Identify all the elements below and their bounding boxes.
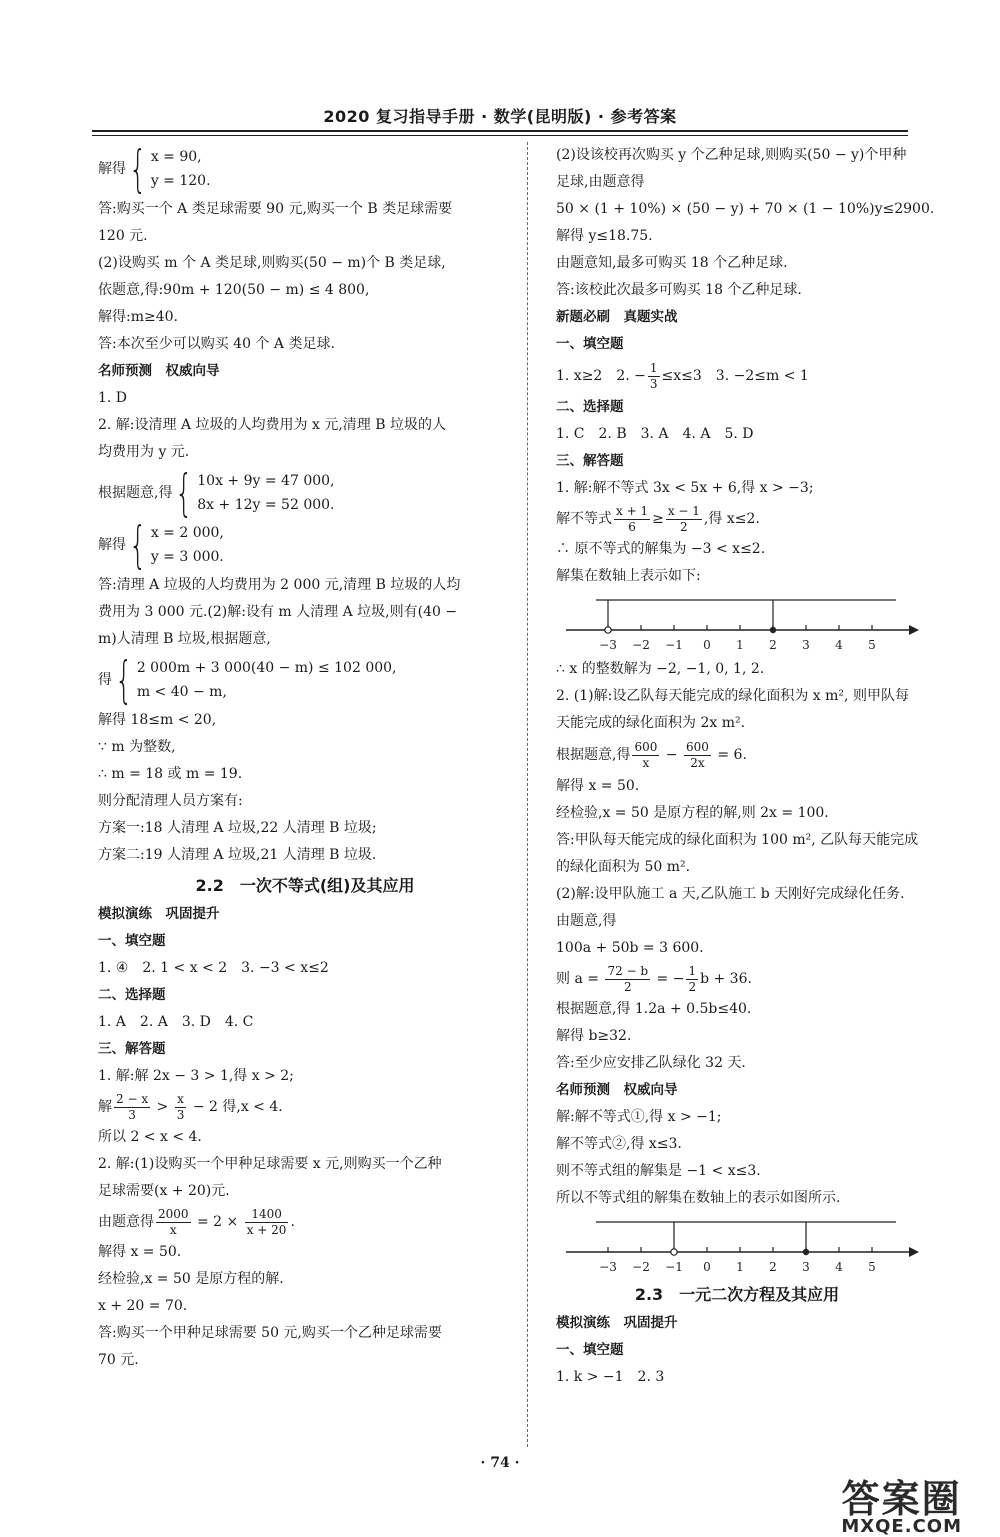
number-line-1-svg [556,590,926,656]
text-line: 1. x≥2 2. − $\frac{1}{3}$ ≤x≤3 3. −2≤m < 1 [556,360,809,391]
equation: y = 120. [150,173,211,189]
tick-label: 3 [802,1260,810,1274]
text-line: 依题意,得:90m + 120(50 − m) ≤ 4 800, [98,282,370,298]
text-line: ∴ 原不等式的解集为 −3 < x≤2. [556,541,766,557]
text-line: 解不等式②,得 x≤3. [556,1136,682,1152]
open-endpoint [605,627,611,633]
text-line: 根据题意,得 [98,484,173,501]
subsection-heading: 一、填空题 [556,336,624,352]
equation: x = 90, [150,149,202,165]
text-line: 解得 y≤18.75. [556,228,653,244]
text-line: 方案一:18 人清理 A 垃圾,22 人清理 B 垃圾; [98,820,377,836]
closed-endpoint [770,627,776,633]
text-line: 2. 解:设清理 A 垃圾的人均费用为 x 元,清理 B 垃圾的人 [98,417,446,433]
tick-label: 4 [835,1260,843,1274]
text-line: x + 20 = 70. [98,1298,188,1314]
fraction: $\frac{600}{2x}$ [686,739,709,770]
text-line: 1. k > −1 2. 3 [556,1369,665,1385]
equation: 10x + 9y = 47 000, [197,473,335,489]
text-line: 费用为 3 000 元.(2)解:设有 m 人清理 A 垃圾,则有(40 − [98,604,458,620]
equation: m < 40 − m, [136,684,227,700]
brace-icon: { [175,464,194,522]
fraction: $\frac{1400}{x + 20}$ [246,1206,287,1237]
text-line: (2)设购买 m 个 A 类足球,则购买(50 − m)个 B 类足球, [98,255,446,271]
text-line: 答:本次至少可以购买 40 个 A 类足球. [98,336,335,352]
equation-system [98,516,512,574]
open-endpoint [671,1249,677,1255]
text-line: 解不等式 $\frac{x + 1}{6}$ ≥ $\frac{x - 1}{2}$ ,得 x≤2. [556,503,760,534]
tick-label: 4 [835,638,843,652]
text-line: 根据题意,得 $\frac{600}{x}$ − $\frac{600}{2x}$ = 6. [556,739,747,770]
text-line: 得 [98,671,112,688]
text-line: 答:至少应安排乙队绿化 32 天. [556,1055,746,1071]
fraction: $\frac{2000}{x}$ [158,1206,189,1237]
subsection-heading: 一、填空题 [556,1342,624,1358]
text-line: 1. 解:解 2x − 3 > 1,得 x > 2; [98,1068,294,1084]
header-rule-thick [92,130,908,132]
text-line: 50 × (1 + 10%) × (50 − y) + 70 × (1 − 10%)y≤2900. [556,201,935,217]
page-number: · 74 · [480,1455,520,1471]
text-line: 则不等式组的解集是 −1 < x≤3. [556,1163,761,1179]
text-line: 120 元. [98,228,148,244]
subsection-heading: 模拟演练 巩固提升 [98,906,220,922]
text-line: 经检验,x = 50 是原方程的解. [98,1271,284,1287]
text-line: ∴ m = 18 或 m = 19. [98,766,243,782]
text-line: (2)解:设甲队施工 a 天,乙队施工 b 天刚好完成绿化任务. [556,886,905,902]
tick-label: −1 [665,638,683,652]
text-line: ∵ m 为整数, [98,739,176,755]
text-line: 足球需要(x + 20)元. [98,1183,230,1199]
text-line: 根据题意,得 1.2a + 0.5b≤40. [556,1001,752,1017]
equation-system [98,464,512,522]
subsection-heading: 新题必刷 真题实战 [556,309,678,325]
tick-label: 3 [802,638,810,652]
text-line: 足球,由题意得 [556,174,645,190]
tick-label: 5 [868,1260,876,1274]
number-line-2-svg [556,1212,926,1278]
text-line: 解得 [98,160,126,177]
text-line: 方案二:19 人清理 A 垃圾,21 人清理 B 垃圾. [98,847,377,863]
subsection-heading: 模拟演练 巩固提升 [556,1315,678,1331]
equation: x = 2 000, [150,525,224,541]
tick-label: 0 [703,1260,711,1274]
subsection-heading: 三、解答题 [98,1041,166,1057]
text-line: 由题意知,最多可购买 18 个乙种足球. [556,255,788,271]
axis-arrow-icon [909,1247,919,1257]
number-line-2 [556,1212,918,1278]
text-line: 1. ④ 2. 1 < x < 2 3. −3 < x≤2 [98,960,329,976]
text-line: 则 a = $\frac{72 - b}{2}$ = − $\frac{1}{2}$ b + 36. [556,963,752,994]
text-line: 由题意得 $\frac{2000}{x}$ = 2 × $\frac{1400}{x + 20}$ . [98,1206,295,1237]
text-line: 解得 [98,536,126,553]
subsection-heading: 二、选择题 [98,987,166,1003]
tick-label: −2 [632,1260,650,1274]
brace-icon: { [129,140,147,198]
header-rule-thin [92,135,908,136]
text-line: ∴ x 的整数解为 −2, −1, 0, 1, 2. [556,661,765,677]
fraction: $\frac{2 - x}{3}$ [116,1091,149,1122]
text-line: 1. A 2. A 3. D 4. C [98,1014,254,1030]
equation-system [98,651,512,709]
column-divider [527,142,528,1447]
text-line: 答:该校此次最多可购买 18 个乙种足球. [556,282,802,298]
text-line: 解得:m≥40. [98,309,178,325]
text-line: 经检验,x = 50 是原方程的解,则 2x = 100. [556,805,829,821]
section-title: 2.2 一次不等式(组)及其应用 [195,876,415,895]
subsection-heading: 二、选择题 [556,399,624,415]
equation: y = 3 000. [150,549,224,565]
fraction: $\frac{1}{3}$ [649,360,658,391]
left-column [98,142,512,1374]
tick-label: −2 [632,638,650,652]
brace-icon: { [129,516,147,574]
text-line: 答:甲队每天能完成的绿化面积为 100 m², 乙队每天能完成 [556,832,919,848]
text-line: 所以 2 < x < 4. [98,1129,202,1145]
section-title: 2.3 一元二次方程及其应用 [634,1285,840,1304]
text-line: 1. 解:解不等式 3x < 5x + 6,得 x > −3; [556,480,814,496]
fraction: $\frac{1}{2}$ [688,963,697,994]
subsection-heading: 三、解答题 [556,453,624,469]
text-line: 解集在数轴上表示如下: [556,568,701,584]
text-line: 答:购买一个 A 类足球需要 90 元,购买一个 B 类足球需要 [98,201,453,217]
fraction: $\frac{x}{3}$ [176,1091,185,1122]
watermark-logo: 答案圈 MXQE.COM [841,1477,962,1537]
text-line: m)人清理 B 垃圾,根据题意, [98,631,271,647]
number-line-1 [556,590,918,656]
subsection-heading: 名师预测 权威向导 [98,363,220,379]
subsection-heading: 名师预测 权威向导 [556,1082,678,1098]
text-line: 解 $\frac{2 - x}{3}$ > $\frac{x}{3}$ − 2 得,x < 4. [98,1091,283,1122]
tick-label: 1 [736,638,744,652]
tick-label: 2 [769,638,777,652]
text-line: 解得 b≥32. [556,1028,632,1044]
text-line: 解得 x = 50. [556,778,640,794]
text-line: 1. C 2. B 3. A 4. A 5. D [556,426,754,442]
text-line: 的绿化面积为 50 m². [556,859,691,875]
text-line: 1. D [98,390,128,406]
text-line: (2)设该校再次购买 y 个乙种足球,则购买(50 − y)个甲种 [556,147,907,163]
axis-arrow-icon [909,625,919,635]
fraction: $\frac{x + 1}{6}$ [616,503,649,534]
text-line: 2. 解:(1)设购买一个甲种足球需要 x 元,则购买一个乙种 [98,1156,442,1172]
text-line: 2. (1)解:设乙队每天能完成的绿化面积为 x m², 则甲队每 [556,688,909,704]
tick-label: 0 [703,638,711,652]
right-column [556,142,935,1391]
text-line: 解:解不等式①,得 x > −1; [556,1109,722,1125]
fraction: $\frac{600}{x}$ [634,739,658,770]
text-line: 由题意,得 [556,913,617,929]
fraction: $\frac{x - 1}{2}$ [667,503,700,534]
text-line: 天能完成的绿化面积为 2x m². [556,715,746,731]
text-line: 70 元. [98,1352,139,1368]
page-header: 2020 复习指导手册 · 数学(昆明版) · 参考答案 [323,107,677,126]
equation-system [98,140,512,198]
text-line: 答:清理 A 垃圾的人均费用为 2 000 元,清理 B 垃圾的人均 [98,577,461,593]
tick-label: −1 [665,1260,683,1274]
subsection-heading: 一、填空题 [98,933,166,949]
text-line: 答:购买一个甲种足球需要 50 元,购买一个乙种足球需要 [98,1325,442,1341]
tick-label: 2 [769,1260,777,1274]
brace-icon: { [115,651,133,709]
text-line: 解得 18≤m < 20, [98,712,217,728]
tick-label: −3 [599,638,617,652]
text-line: 均费用为 y 元. [98,444,190,460]
equation: 8x + 12y = 52 000. [197,497,335,513]
equation: 2 000m + 3 000(40 − m) ≤ 102 000, [136,660,397,676]
tick-label: 1 [736,1260,744,1274]
closed-endpoint [803,1249,809,1255]
fraction: $\frac{72 - b}{2}$ [607,963,649,994]
text-line: 所以不等式组的解集在数轴上的表示如图所示. [556,1190,841,1206]
tick-label: 5 [868,638,876,652]
text-line: 解得 x = 50. [98,1244,182,1260]
tick-label: −3 [599,1260,617,1274]
text-line: 则分配清理人员方案有: [98,793,243,809]
text-line: 100a + 50b = 3 600. [556,940,704,956]
